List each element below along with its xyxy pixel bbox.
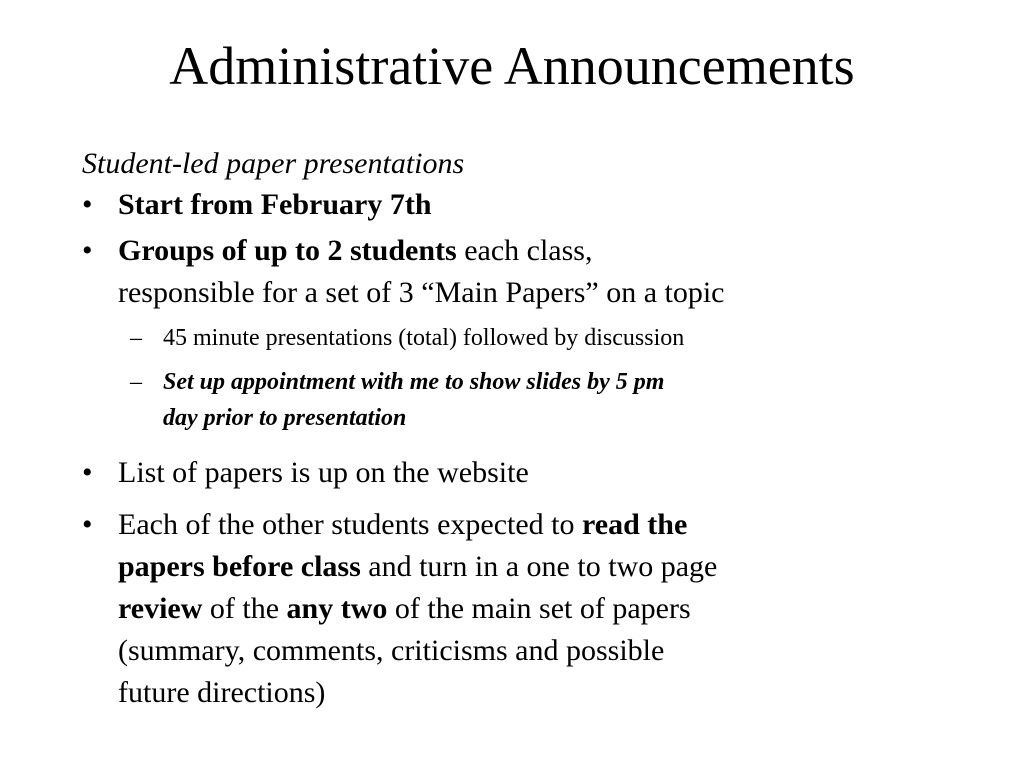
dash-icon: – [130, 369, 142, 395]
slide-title: Administrative Announcements [169, 36, 855, 96]
reviews-line-3 [118, 588, 982, 630]
bullet-icon: • [82, 456, 93, 489]
reviews-line-1 [118, 504, 982, 546]
slide-content [82, 144, 982, 714]
reviews-line-5: future directions) [118, 676, 326, 709]
groups-line-1 [118, 230, 982, 272]
appointment-line-1: Set up appointment with me to show slides by 5 pm [163, 369, 665, 395]
reviews-text-1a: Each of the other students expected to [118, 508, 583, 541]
reviews-text-3d: of the main set of papers [387, 592, 691, 625]
bullet-item-start-date [82, 184, 982, 226]
reviews-line-2 [118, 546, 982, 588]
reviews-text-2a: papers before class [118, 550, 361, 583]
appointment-line-2: day prior to presentation [163, 405, 407, 431]
groups-rest-text: each class, [456, 234, 593, 267]
presentation-length-text: 45 minute presentations (total) followed by discussion [163, 325, 685, 351]
dash-icon: – [130, 325, 142, 351]
reviews-text-1b: read the [582, 508, 688, 541]
bullet-icon: • [82, 508, 93, 541]
reviews-text-3b: of the [202, 592, 287, 625]
bullet-item-reviews [82, 504, 982, 714]
reviews-text-3a: review [118, 592, 203, 625]
groups-bold-text: Groups of up to 2 students [118, 234, 457, 267]
reviews-line-4: (summary, comments, criticisms and possible [118, 634, 665, 667]
start-date-text: Start from February 7th [118, 188, 432, 221]
paper-list-text: List of papers is up on the website [118, 456, 529, 489]
reviews-text-2b: and turn in a one to two page [360, 550, 718, 583]
bullet-item-groups [82, 230, 982, 314]
bullet-item-paper-list [82, 452, 982, 494]
groups-line-2: responsible for a set of 3 “Main Papers” on a topic [118, 276, 725, 309]
section-subtitle: Student-led paper presentations [82, 147, 465, 180]
sub-item-presentation-length [82, 320, 982, 356]
bullet-icon: • [82, 234, 93, 267]
bullet-icon: • [82, 188, 93, 221]
reviews-text-3c: any two [286, 592, 388, 625]
sub-item-appointment [82, 364, 982, 436]
